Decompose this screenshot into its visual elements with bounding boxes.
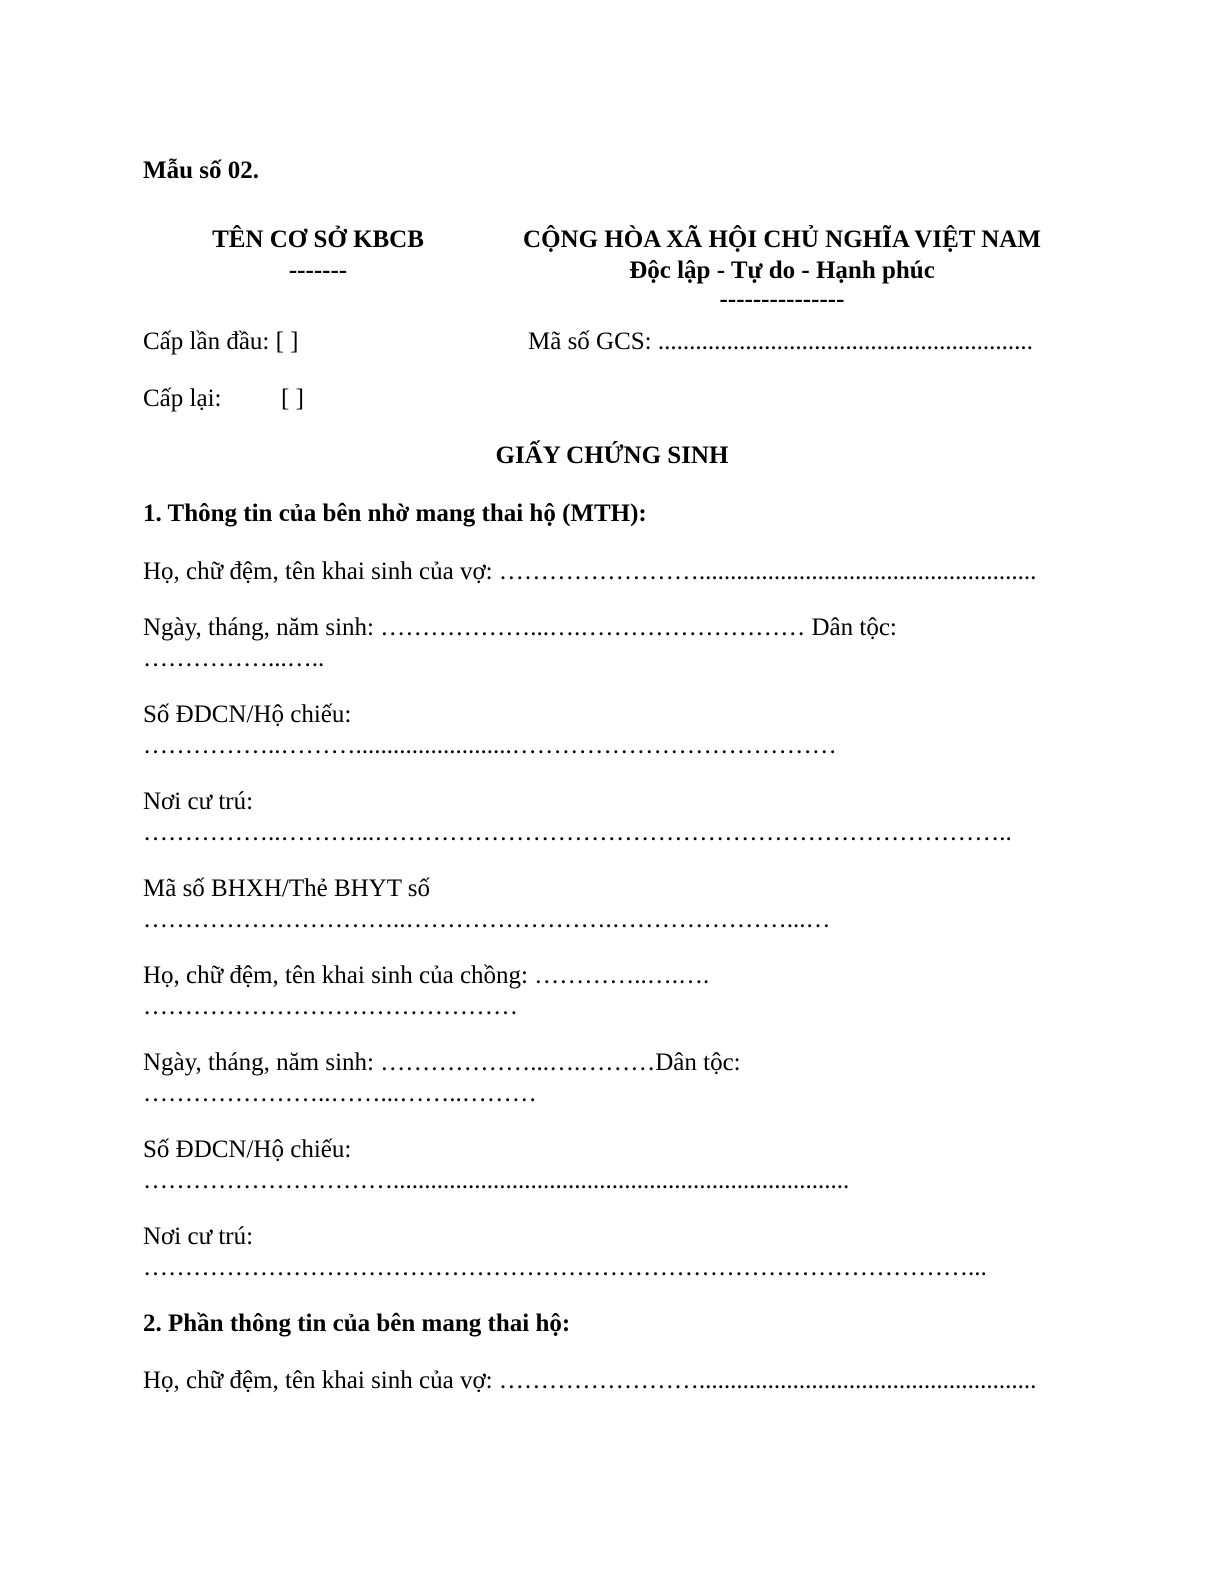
facility-name: TÊN CƠ SỞ KBCB bbox=[212, 226, 424, 253]
document-title: GIẤY CHỨNG SINH bbox=[495, 442, 729, 469]
wife-dob-field[interactable]: Ngày, tháng, năm sinh: ………………...….……………………… Dân tộc: bbox=[143, 614, 897, 641]
nation-motto: Độc lập - Tự do - Hạnh phúc bbox=[629, 257, 935, 284]
wife-insurance-label: Mã số BHXH/Thẻ BHYT số bbox=[143, 875, 431, 902]
facility-divider: ------- bbox=[288, 257, 348, 284]
husband-id-label: Số ĐDCN/Hộ chiếu: bbox=[143, 1136, 352, 1163]
reissue-checkbox[interactable]: [ ] bbox=[281, 385, 304, 412]
wife-residence-label: Nơi cư trú: bbox=[143, 788, 254, 815]
motto-divider: --------------- bbox=[719, 286, 845, 313]
husband-residence-field[interactable]: ………………………………………………………………………………………... bbox=[143, 1254, 987, 1281]
nation-title: CỘNG HÒA XÃ HỘI CHỦ NGHĨA VIỆT NAM bbox=[523, 226, 1041, 253]
wife-id-label: Số ĐDCN/Hộ chiếu: bbox=[143, 701, 352, 728]
first-issue-checkbox[interactable]: Cấp lần đầu: [ ] bbox=[143, 328, 299, 355]
section-2-heading: 2. Phần thông tin của bên mang thai hộ: bbox=[143, 1310, 571, 1337]
surrogate-wife-name-field[interactable]: Họ, chữ đệm, tên khai sinh của vợ: ……………………...................................................... bbox=[143, 1367, 1037, 1394]
husband-dob-field[interactable]: Ngày, tháng, năm sinh: ………………...….………Dân tộc: bbox=[143, 1049, 741, 1076]
husband-residence-label: Nơi cư trú: bbox=[143, 1223, 254, 1250]
husband-name-field[interactable]: Họ, chữ đệm, tên khai sinh của chồng: …………..….…. bbox=[143, 962, 710, 989]
form-code: Mẫu số 02. bbox=[143, 157, 259, 184]
husband-id-field[interactable]: …………………………......................................................................... bbox=[143, 1167, 850, 1194]
husband-name-field-cont[interactable]: ……………………………………… bbox=[143, 993, 518, 1020]
wife-id-field[interactable]: ……………..……….........................………………………………… bbox=[143, 732, 837, 759]
wife-insurance-field[interactable]: …………………………..…………………….…………………...… bbox=[143, 906, 831, 933]
reissue-label: Cấp lại: bbox=[143, 385, 222, 412]
certificate-code-field[interactable]: Mã số GCS: ............................................................ bbox=[528, 328, 1033, 355]
section-1-heading: 1. Thông tin của bên nhờ mang thai hộ (MTH): bbox=[143, 500, 647, 527]
wife-residence-field[interactable]: ……………..………...………………………………………………………………….. bbox=[143, 819, 1012, 846]
husband-ethnicity-field[interactable]: …………………..……...……..……… bbox=[143, 1080, 537, 1107]
wife-ethnicity-field[interactable]: ……………...….. bbox=[143, 645, 325, 672]
wife-name-field[interactable]: Họ, chữ đệm, tên khai sinh của vợ: ……………………...................................................... bbox=[143, 558, 1037, 585]
